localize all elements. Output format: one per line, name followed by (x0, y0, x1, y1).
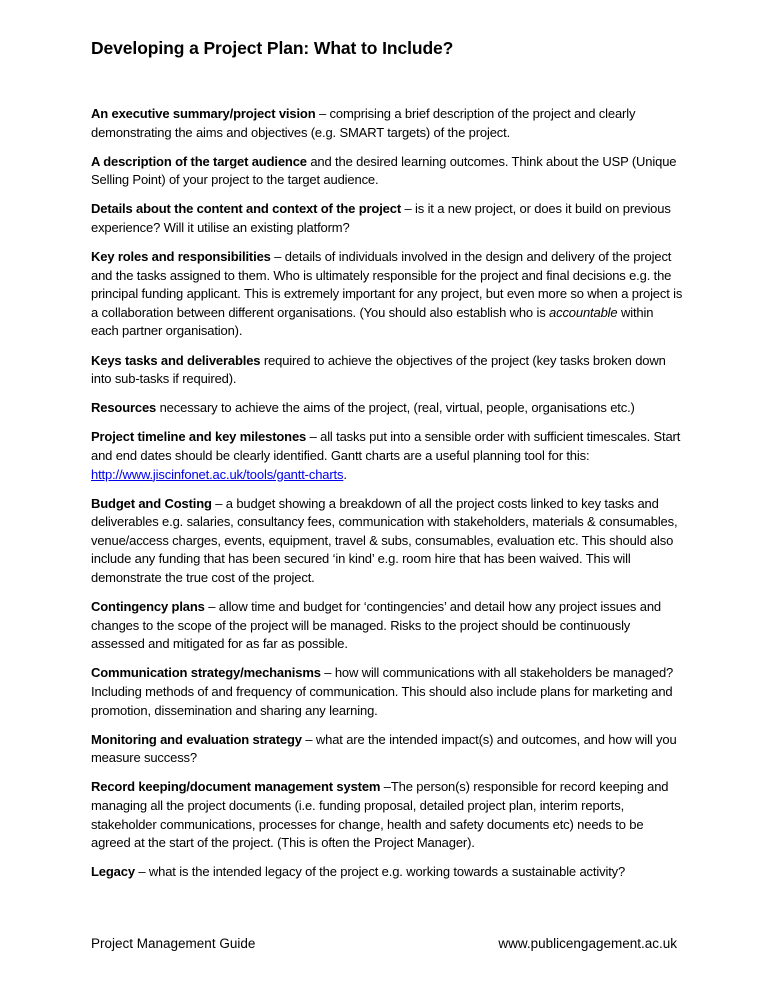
bold-lead: Keys tasks and deliverables (91, 352, 261, 368)
paragraph-text: – what is the intended legacy of the project e.g. working towards a sustainable activity? (134, 864, 626, 880)
paragraph-timeline (91, 428, 683, 484)
paragraph-text: – details of individuals involved in the design and delivery of the project and the tasks assigned to them. Who is ultimately responsible for the project and final decisions e.g. the principal funding applicant. This is extremely important for any project, but even more so when a project is a collaboration between different organisations. (You should also establish who is (91, 249, 683, 320)
bold-lead: Details about the content and context of the project (91, 201, 402, 217)
paragraph-legacy (91, 863, 683, 882)
paragraph-text: – a budget showing a breakdown of all the project costs linked to key tasks and deliverables e.g. salaries, consultancy fees, communication with stakeholders, materials & consumables, venue/access charges, events, equipment, travel & subs, consumables, evaluation etc. This should also include any funding that has been secured ‘in kind’ e.g. room hire that has been waived. This will demonstrate the true cost of the project. (91, 495, 678, 585)
paragraph-resources (91, 399, 683, 418)
bold-lead: Legacy (91, 864, 135, 880)
bold-lead: An executive summary/project vision (91, 106, 316, 121)
paragraph-tasks (91, 352, 683, 389)
bold-lead: Key roles and responsibilities (91, 249, 271, 265)
paragraph-text: . (343, 466, 347, 482)
paragraph-text: – all tasks put into a sensible order with sufficient timescales. Start and end dates should be clearly identified. Gantt charts are a useful planning tool for this: (91, 429, 681, 463)
bold-lead: Communication strategy/mechanisms (91, 665, 321, 681)
paragraph-content-context (91, 200, 683, 237)
document-body (91, 105, 683, 892)
page-title: Developing a Project Plan: What to Include? (91, 38, 454, 58)
bold-lead: Budget and Costing (91, 495, 212, 511)
paragraph-record-keeping (91, 778, 683, 852)
paragraph-executive-summary (91, 105, 683, 142)
paragraph-text: and the desired learning outcomes. Think about the USP (Unique Selling Point) of your project to the target audience. (91, 153, 677, 188)
paragraph-text: within each partner organisation). (91, 304, 654, 339)
paragraph-roles (91, 248, 683, 341)
bold-lead: Contingency plans (91, 599, 205, 615)
paragraph-text: –The person(s) responsible for record keeping and managing all the project documents (i.e. funding proposal, detailed project plan, interim reports, stakeholder communications, processes for change, health and safety documents etc) needs to be agreed at the start of the project. (This is often the Project Manager). (91, 779, 669, 851)
bold-lead: Monitoring and evaluation strategy (91, 731, 302, 747)
gantt-charts-link[interactable]: http://www.jiscinfonet.ac.uk/tools/gantt-charts (91, 466, 344, 482)
paragraph-contingency (91, 598, 683, 654)
paragraph-text: – how will communications with all stakeholders be managed? Including methods of and frequency of communication. This should also include plans for marketing and promotion, dissemination and sharing any learning. (91, 665, 674, 718)
paragraph-text: required to achieve the objectives of the project (key tasks broken down into sub-tasks if required). (91, 352, 666, 387)
bold-lead: Project timeline and key milestones (91, 429, 307, 445)
bold-lead: Record keeping/document management system (91, 779, 381, 795)
paragraph-text: – allow time and budget for ‘contingencies’ and detail how any project issues and changes to the scope of the project will be managed. Risks to the project should be continuously assessed and mitigated for as far as possible. (91, 599, 661, 652)
bold-lead: A description of the target audience (91, 153, 307, 169)
footer-left: Project Management Guide (91, 936, 256, 951)
italic-text: accountable (549, 304, 618, 320)
paragraph-text: necessary to achieve the aims of the project, (real, virtual, people, organisations etc.) (156, 400, 635, 416)
bold-lead: Resources (91, 400, 157, 416)
paragraph-text: – comprising a brief description of the project and clearly demonstrating the aims and objectives (e.g. SMART targets) of the project. (91, 106, 636, 140)
paragraph-text: – what are the intended impact(s) and outcomes, and how will you measure success? (91, 731, 677, 766)
paragraph-budget (91, 495, 683, 588)
paragraph-monitoring (91, 731, 683, 768)
paragraph-text: – is it a new project, or does it build on previous experience? Will it utilise an existing platform? (91, 201, 671, 235)
footer-right: www.publicengagement.ac.uk (498, 936, 677, 951)
paragraph-target-audience (91, 153, 683, 190)
paragraph-communication (91, 664, 683, 720)
